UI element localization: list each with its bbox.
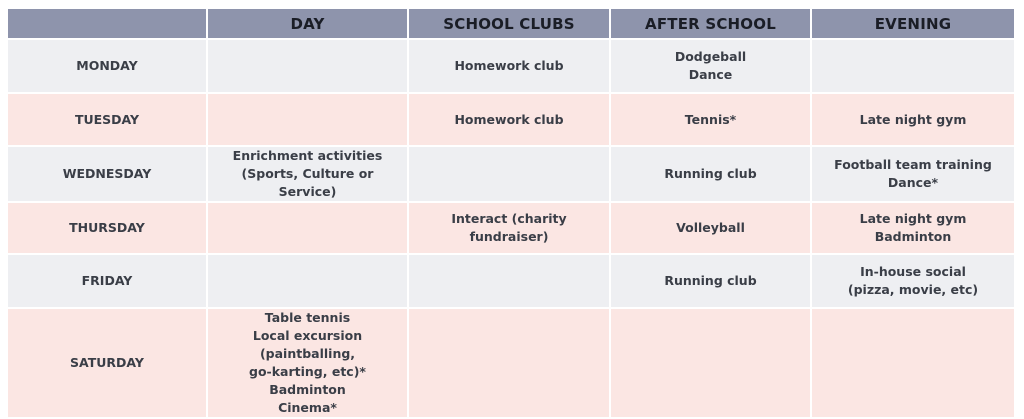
- weekly-schedule-table: [8, 9, 1014, 419]
- cell-wednesday-school-clubs: [409, 147, 611, 203]
- activity: Local excursion (paintballing,: [252, 328, 363, 361]
- cell-tuesday-day: [208, 94, 409, 147]
- cell-saturday-school-clubs: [409, 309, 611, 419]
- day-label-friday: FRIDAY: [8, 255, 208, 309]
- table-row-saturday: [8, 309, 1014, 419]
- activity: Dodgeball: [674, 49, 747, 64]
- activity: Dance*: [887, 175, 939, 190]
- cell-friday-school-clubs: [409, 255, 611, 309]
- activity: Volleyball: [676, 220, 745, 235]
- cell-tuesday-school-clubs: [409, 94, 611, 147]
- activity: Tennis*: [684, 111, 737, 127]
- cell-monday-day: [208, 40, 409, 94]
- activity: Badminton: [269, 382, 346, 397]
- cell-monday-evening: [812, 40, 1014, 94]
- activity: Football team training: [834, 157, 992, 172]
- activity: (Sports, Culture or Service): [241, 166, 374, 199]
- cell-friday-after-school: [611, 255, 812, 309]
- table-row-monday: [8, 40, 1014, 94]
- activity: Homework club: [454, 111, 564, 127]
- cell-friday-evening: [812, 255, 1014, 309]
- cell-saturday-evening: [812, 309, 1014, 419]
- activity: Cinema*: [278, 400, 337, 415]
- cell-wednesday-after-school: [611, 147, 812, 203]
- cell-monday-school-clubs: [409, 40, 611, 94]
- header-school-clubs: SCHOOL CLUBS: [409, 9, 611, 40]
- day-label-saturday: SATURDAY: [8, 309, 208, 419]
- header-day: DAY: [208, 9, 409, 40]
- activity: Interact (charity fundraiser): [451, 211, 567, 244]
- cell-thursday-school-clubs: [409, 203, 611, 255]
- activity: Badminton: [874, 229, 952, 244]
- cell-tuesday-after-school: [611, 94, 812, 147]
- header-row: [8, 9, 1014, 40]
- cell-thursday-after-school: [611, 203, 812, 255]
- day-label-wednesday: WEDNESDAY: [8, 147, 208, 203]
- activity: In-house social: [860, 264, 966, 279]
- cell-thursday-evening: [812, 203, 1014, 255]
- activity: Late night gym: [859, 211, 967, 226]
- header-evening: EVENING: [812, 9, 1014, 40]
- activity: Running club: [664, 166, 757, 181]
- cell-friday-day: [208, 255, 409, 309]
- table-row-wednesday: [8, 147, 1014, 203]
- cell-wednesday-evening: [812, 147, 1014, 203]
- day-label-thursday: THURSDAY: [8, 203, 208, 255]
- day-label-tuesday: TUESDAY: [8, 94, 208, 147]
- activity: Dance: [688, 67, 733, 82]
- cell-wednesday-day: [208, 147, 409, 203]
- cell-thursday-day: [208, 203, 409, 255]
- activity: Table tennis: [264, 310, 351, 325]
- cell-monday-after-school: [611, 40, 812, 94]
- activity: Enrichment activities: [232, 148, 383, 163]
- cell-saturday-after-school: [611, 309, 812, 419]
- activity: Homework club: [454, 58, 564, 73]
- activity: Running club: [664, 273, 757, 288]
- header-after-school: AFTER SCHOOL: [611, 9, 812, 40]
- activity: Late night gym: [859, 111, 967, 127]
- cell-tuesday-evening: [812, 94, 1014, 147]
- day-label-monday: MONDAY: [8, 40, 208, 94]
- table-row-tuesday: [8, 94, 1014, 147]
- cell-saturday-day: [208, 309, 409, 419]
- table-row-friday: [8, 255, 1014, 309]
- activity: (pizza, movie, etc): [847, 282, 979, 297]
- table-row-thursday: [8, 203, 1014, 255]
- header-corner-cell: [8, 9, 208, 40]
- activity: go-karting, etc)*: [249, 364, 366, 379]
